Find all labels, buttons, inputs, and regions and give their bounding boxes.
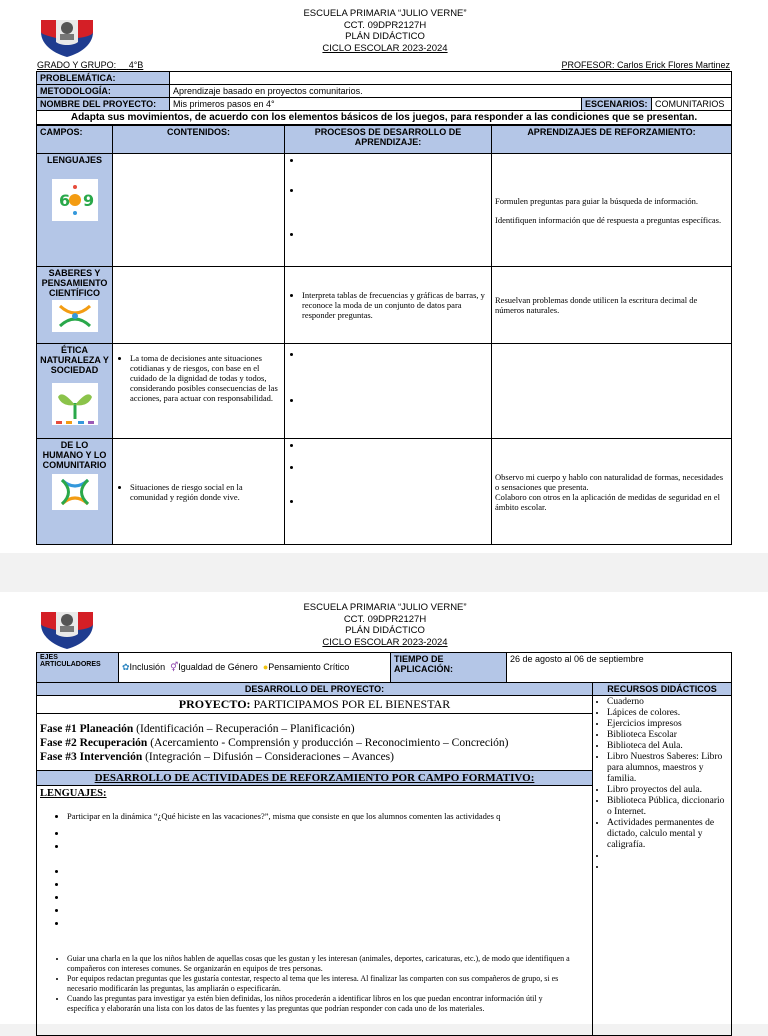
- escenarios-value: COMUNITARIOS: [652, 98, 732, 111]
- list-item: • La toma de decisiones ante situaciones cotidianas y de riesgos, con base en el cuidado de la dignidad de todas y todos, considerando posibles consecuencias de las acciones, para actuar con responsabilidad.: [130, 353, 281, 403]
- tiempo-value: 26 de agosto al 06 de septiembre: [507, 653, 732, 683]
- eje-item: Inclusión: [129, 662, 166, 672]
- school-name: ESCUELA PRIMARIA “JULIO VERNE”: [303, 602, 467, 613]
- col-header-campos: CAMPOS:: [37, 126, 113, 154]
- metodologia-label: METODOLOGÍA:: [37, 85, 170, 98]
- col-header-aprendizajes: APRENDIZAJES DE REFORZAMIENTO:: [492, 126, 732, 154]
- etica-campo-icon: [52, 383, 98, 425]
- list-item: • Participar en la dinámica “¿Qué hiciste en las vacaciones?”, misma que consiste en que los alumnos comenten las actividades q: [67, 811, 592, 821]
- list-item: [67, 840, 592, 853]
- list-item: [67, 827, 592, 840]
- lightbulb-icon: ●: [262, 662, 269, 672]
- proyecto-value: PARTICIPAMOS POR EL BIENESTAR: [253, 697, 451, 711]
- grade-group: [37, 60, 143, 70]
- lenguajes-campo-icon: [52, 179, 98, 221]
- actividades-list: [53, 811, 592, 821]
- list-item: [302, 185, 488, 229]
- list-item: • Biblioteca Pública, diccionario o Internet.: [607, 796, 729, 818]
- svg-text:6: 6: [58, 191, 70, 210]
- aprendizajes-cell: [492, 439, 732, 545]
- campos-table: [36, 125, 732, 545]
- list-item: [607, 851, 729, 862]
- fase-text: (Acercamiento - Comprensión y producción – Reconocimiento – Concreción): [150, 737, 509, 749]
- campo-name: DE LO HUMANO Y LO COMUNITARIO: [42, 440, 107, 470]
- list-item: [302, 229, 488, 239]
- procesos-cell: [285, 154, 492, 267]
- table-row: [37, 154, 732, 267]
- fase-label: Fase #2 Recuperación: [40, 737, 148, 749]
- actividades-header: DESARROLLO DE ACTIVIDADES DE REFORZAMIENTO POR CAMPO FORMATIVO:: [37, 770, 592, 786]
- list-item: • Guiar una charla en la que los niños hablen de aquellas cosas que les gustan y les interesan (animales, deportes, caricaturas, etc.), de modo que identifiquen a compañeros con intereses comunes. Se organizarán en equipos de tres personas.: [67, 954, 572, 974]
- fases-list: [37, 714, 592, 770]
- contenidos-cell: [113, 154, 285, 267]
- list-item: • Cuaderno: [607, 697, 729, 708]
- list-item: • Biblioteca Escolar: [607, 730, 729, 741]
- saberes-campo-icon: [52, 300, 98, 332]
- metodologia-value: Aprendizaje basado en proyectos comunitarios.: [170, 85, 732, 98]
- contenidos-cell: [113, 344, 285, 439]
- plan-title: PLÁN DIDÁCTICO: [345, 31, 425, 42]
- procesos-cell: [285, 439, 492, 545]
- aprendizajes-cell: [492, 344, 732, 439]
- school-cct: CCT. 09DPR2127H: [343, 613, 427, 625]
- table-row: [37, 344, 732, 439]
- teacher-name: PROFESOR: Carlos Erick Flores Martinez: [561, 60, 730, 70]
- aprendizaje-text: Identifiquen información que dé respuesta a preguntas específicas.: [495, 214, 722, 225]
- proyecto-label: PROYECTO:: [178, 697, 251, 711]
- problematica-label: PROBLEMÁTICA:: [37, 72, 170, 85]
- table-row: [37, 267, 732, 344]
- fase-text: (Identificación – Recuperación – Planificación): [136, 723, 355, 735]
- humano-campo-icon: [52, 474, 98, 510]
- aprendizaje-text: Colaboro con otros en la aplicación de medidas de seguridad en el ámbito escolar.: [495, 491, 720, 512]
- list-item: [302, 395, 488, 405]
- list-item: • Lápices de colores.: [607, 708, 729, 719]
- recursos-header: RECURSOS DIDÁCTICOS: [593, 683, 732, 696]
- list-item: [302, 496, 488, 506]
- list-item: • Por equipos redactan preguntas que les gustaría contestar, respecto al tema que les interesa. Al finalizar las comparten con sus compañeros de grupo, si es necesario modificarán las preguntas, las ampliarán o especificarán.: [67, 974, 572, 994]
- aprendizajes-cell: [492, 267, 732, 344]
- fase-label: Fase #1 Planeación: [40, 723, 134, 735]
- list-item: • Interpreta tablas de frecuencias y gráficas de barras, y reconoce la moda de un conjunto de datos para responder preguntas.: [302, 290, 488, 320]
- proyecto-label: NOMBRE DEL PROYECTO:: [37, 98, 170, 111]
- list-item: [607, 862, 729, 873]
- school-name: ESCUELA PRIMARIA “JULIO VERNE”: [303, 8, 467, 19]
- empty-bullets: [53, 827, 592, 930]
- fase-text: (Integración – Difusión – Consideraciones – Avances): [145, 751, 394, 763]
- list-item: [67, 878, 592, 891]
- campo-humano: [37, 439, 113, 545]
- aprendizaje-text: Formulen preguntas para guiar la búsqueda de información.: [495, 195, 698, 206]
- list-item: [302, 440, 488, 462]
- list-item: [67, 891, 592, 904]
- table-row: [37, 439, 732, 545]
- school-shield-logo: [38, 600, 96, 650]
- eje-item: Igualdad de Género: [178, 662, 258, 672]
- plan-title: PLÁN DIDÁCTICO: [345, 625, 425, 636]
- aprendizajes-cell: [492, 154, 732, 267]
- fase-label: Fase #3 Intervención: [40, 751, 143, 763]
- school-cycle: CICLO ESCOLAR 2023-2024: [322, 42, 448, 54]
- tiempo-label: TIEMPO DE APLICACIÓN:: [391, 653, 507, 683]
- eje-item: Pensamiento Crítico: [268, 662, 350, 672]
- campo-name: SABERES Y PENSAMIENTO CIENTÍFICO: [41, 268, 108, 298]
- list-item: [67, 917, 592, 930]
- desarrollo-table: [36, 682, 732, 1036]
- gender-icon: ⚥: [170, 662, 179, 672]
- col-header-procesos: PROCESOS DE DESARROLLO DE APRENDIZAJE:: [285, 126, 492, 154]
- school-shield-logo: [38, 8, 96, 58]
- campo-etica: [37, 344, 113, 439]
- list-item: • Ejercicios impresos: [607, 719, 729, 730]
- aprendizaje-text: Resuelvan problemas donde utilicen la escritura decimal de números naturales.: [495, 295, 698, 315]
- aprendizaje-text: Observo mi cuerpo y hablo con naturalidad de formas, necesidades o sensaciones que presenta.: [495, 471, 724, 492]
- list-item: • Biblioteca del Aula.: [607, 741, 729, 752]
- document-header: [250, 602, 520, 648]
- grade-label: GRADO Y GRUPO:: [37, 60, 117, 70]
- desarrollo-header: DESARROLLO DEL PROYECTO:: [37, 683, 593, 696]
- learning-banner: Adapta sus movimientos, de acuerdo con los elementos básicos de los juegos, para responder a las condiciones que se presentan.: [37, 111, 732, 125]
- grade-value: 4°B: [128, 60, 144, 70]
- project-info-table: [36, 71, 732, 125]
- list-item: [302, 462, 488, 496]
- problematica-value: [170, 72, 732, 85]
- ejes-list: [119, 653, 391, 683]
- escenarios-label: ESCENARIOS:: [582, 98, 652, 111]
- procesos-cell: [285, 267, 492, 344]
- recursos-cell: [593, 696, 732, 1036]
- ejes-table: [36, 652, 732, 683]
- inclusion-icon: ✿: [122, 662, 130, 672]
- list-item: [67, 904, 592, 917]
- campo-lenguajes: [37, 154, 113, 267]
- contenidos-cell: [113, 267, 285, 344]
- campo-name: ÉTICA NATURALEZA Y SOCIEDAD: [40, 345, 109, 375]
- list-item: • Situaciones de riesgo social en la comunidad y región donde vive.: [130, 482, 281, 502]
- list-item: • Libro proyectos del aula.: [607, 785, 729, 796]
- campo-saberes: [37, 267, 113, 344]
- col-header-contenidos: CONTENIDOS:: [113, 126, 285, 154]
- ejes-label: EJES ARTICULADORES: [37, 653, 119, 683]
- page-2: [0, 592, 768, 1024]
- lenguajes-label: LENGUAJES:: [40, 788, 107, 799]
- school-cct: CCT. 09DPR2127H: [343, 19, 427, 31]
- desarrollo-body: [37, 696, 593, 1036]
- campo-name: LENGUAJES: [46, 155, 102, 165]
- proyecto-title: [37, 696, 592, 714]
- actividades-detail-list: [53, 954, 592, 1014]
- list-item: [67, 865, 592, 878]
- list-item: [302, 155, 488, 185]
- proyecto-value: Mis primeros pasos en 4°: [170, 98, 582, 111]
- procesos-cell: [285, 344, 492, 439]
- school-cycle: CICLO ESCOLAR 2023-2024: [322, 636, 448, 648]
- contenidos-cell: [113, 439, 285, 545]
- list-item: • Cuando las preguntas para investigar ya estén bien definidas, los niños procederán a identificar libros en los que puedan encontrar información útil y específica y elaborarán una lista con los datos de las fuentes y las preguntas que podrían responder con cada uno de los materiales.: [67, 994, 572, 1014]
- list-item: • Actividades permanentes de dictado, calculo mental y caligrafía.: [607, 818, 729, 851]
- list-item: • Libro Nuestros Saberes: Libro para alumnos, maestros y familia.: [607, 752, 729, 785]
- list-item: [302, 349, 488, 395]
- document-header: [250, 8, 520, 54]
- svg-text:9: 9: [82, 191, 94, 210]
